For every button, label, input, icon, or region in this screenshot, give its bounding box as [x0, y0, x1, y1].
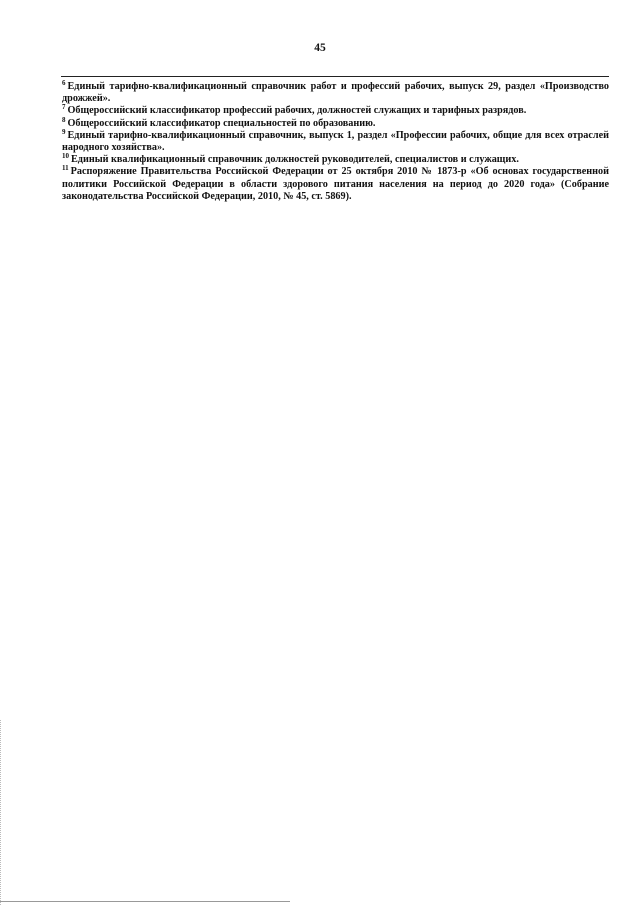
footnote-text: Распоряжение Правительства Российской Федерации от 25 октября 2010 № 1873-р «Об основах государственной политики Российской Федерации в области здорового питания населения на период до 2020 года» (Собрание законодательства Российской Федерации, 2010, № 45, ст. 5869).: [62, 166, 609, 202]
footnote-9: [62, 127, 609, 154]
footnote-mark: 10: [62, 152, 69, 161]
footnote-mark: 6: [62, 79, 66, 87]
footnote-10: [62, 154, 609, 166]
scan-bottom-edge: [0, 901, 290, 902]
footnote-mark: 7: [62, 103, 66, 112]
footnote-mark: 11: [62, 164, 69, 173]
page-number: 45: [314, 42, 326, 54]
footnote-7: [62, 105, 609, 117]
footnote-11: [62, 166, 609, 203]
footnote-text: Единый тарифно-квалификационный справочник, выпуск 1, раздел «Профессии рабочих, общие для всех отраслей народного хозяйства».: [62, 129, 609, 154]
scan-left-edge: [0, 720, 1, 905]
footnote-text: Единый тарифно-квалификационный справочник работ и профессий рабочих, выпуск 29, раздел «Производство дрожжей».: [62, 81, 609, 105]
footnote-6: [62, 81, 609, 105]
footnote-text: Единый квалификационный справочник должностей руководителей, специалистов и служащих.: [71, 154, 519, 166]
footnote-text: Общероссийский классификатор специальностей по образованию.: [67, 117, 376, 129]
footnotes-block: [62, 81, 609, 203]
footnote-mark: 8: [62, 115, 66, 124]
footnote-separator: [61, 76, 609, 77]
footnote-text: Общероссийский классификатор профессий рабочих, должностей служащих и тарифных разрядов.: [67, 105, 527, 117]
footnote-8: [62, 115, 609, 130]
footnote-mark: 9: [62, 127, 66, 136]
